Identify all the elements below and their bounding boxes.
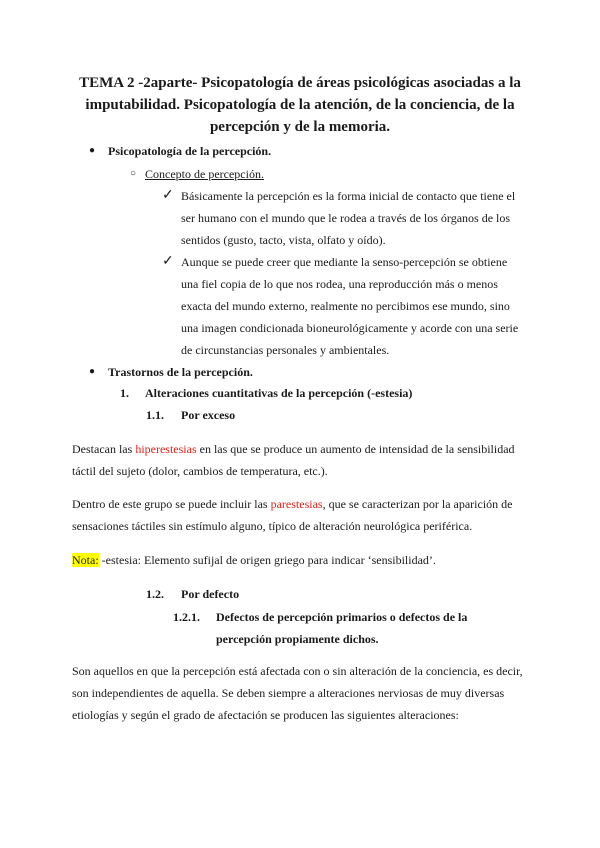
document-title [70, 72, 530, 138]
concept-item-2-line-4: una imagen condicionada bioneurológicamente y acorde con una serie [181, 321, 519, 335]
concept-item-2-line-1: Aunque se puede creer que mediante la senso-percepción se obtiene [181, 255, 508, 269]
subheading-concept: Concepto de percepción. [145, 167, 264, 181]
note-paragraph [72, 549, 532, 571]
heading-primary-defects-line-1: Defectos de percepción primarios o defectos de la [216, 610, 468, 624]
numbering-1: 1. [120, 386, 129, 400]
numbering-1-1: 1.1. [146, 408, 164, 422]
numbering-1-2-1: 1.2.1. [173, 610, 200, 624]
text-run: Dentro de este grupo se puede incluir las [72, 497, 271, 511]
heading-primary-defects-line-2: percepción propiamente dichos. [216, 632, 379, 646]
text-run: en las que se produce un aumento de intensidad de la sensibilidad táctil del sujeto (dolor, cambios de temperatura, etc.). [72, 442, 515, 478]
heading-by-excess: Por exceso [181, 408, 236, 422]
title-line-2: imputabilidad. Psicopatología de la atención, de la conciencia, de la [85, 97, 515, 113]
title-line-3: percepción y de la memoria. [209, 119, 391, 135]
paragraph-primary-defects: Son aquellos en que la percepción está afectada con o sin alteración de la conciencia, es decir, son independientes de aquella. Se deben siempre a alteraciones nerviosas de muy diversas etiologías y según el grado de afectación se producen las siguientes alteraciones: [72, 664, 523, 722]
section-heading-perception: Psicopatología de la percepción. [108, 144, 272, 158]
concept-item-2-line-3: exacta del mundo externo, realmente no percibimos ese mundo, sino [181, 299, 510, 313]
numbering-1-2: 1.2. [146, 587, 164, 601]
concept-item-1-line-1: Básicamente la percepción es la forma inicial de contacto que tiene el [181, 189, 516, 203]
concept-item-1-line-2: ser humano con el mundo que le rodea a través de los órganos de los [181, 211, 511, 225]
bullet-dot-icon: ● [89, 145, 96, 156]
checkmark-icon: ✓ [162, 254, 174, 269]
heading-quantitative-alterations: Alteraciones cuantitativas de la percepción (-estesia) [145, 386, 413, 400]
bullet-dot-icon: ● [89, 366, 96, 377]
concept-item-2-line-5: de circunstancias personales y ambientales. [181, 343, 390, 357]
concept-item-2-line-2: una fiel copia de lo que nos rodea, una reproducción más o menos [181, 277, 498, 291]
heading-by-defect: Por defecto [181, 587, 240, 601]
paragraph-paresthesia [72, 493, 532, 537]
section-heading-disorders: Trastornos de la percepción. [108, 365, 253, 379]
note-text: -estesia: Elemento sufijal de origen griego para indicar ‘sensibilidad’. [98, 553, 436, 567]
term-paresthesias: parestesias [270, 497, 323, 511]
paragraph-hyperesthesia [72, 438, 532, 482]
text-run: , que se caracterizan por la aparición de sensaciones táctiles sin estímulo alguno, típico de alteración neurológica periférica. [72, 497, 513, 533]
title-line-1: TEMA 2 -2aparte- Psicopatología de áreas psicológicas asociadas a la [79, 75, 521, 91]
note-label: Nota: [72, 553, 99, 567]
concept-item-1-line-3: sentidos (gusto, tacto, vista, olfato y oído). [181, 233, 386, 247]
term-hyperesthesias: hiperestesias [135, 442, 197, 456]
checkmark-icon: ✓ [162, 188, 174, 203]
bullet-circle-icon: ○ [130, 168, 137, 179]
text-run: Destacan las [72, 442, 136, 456]
